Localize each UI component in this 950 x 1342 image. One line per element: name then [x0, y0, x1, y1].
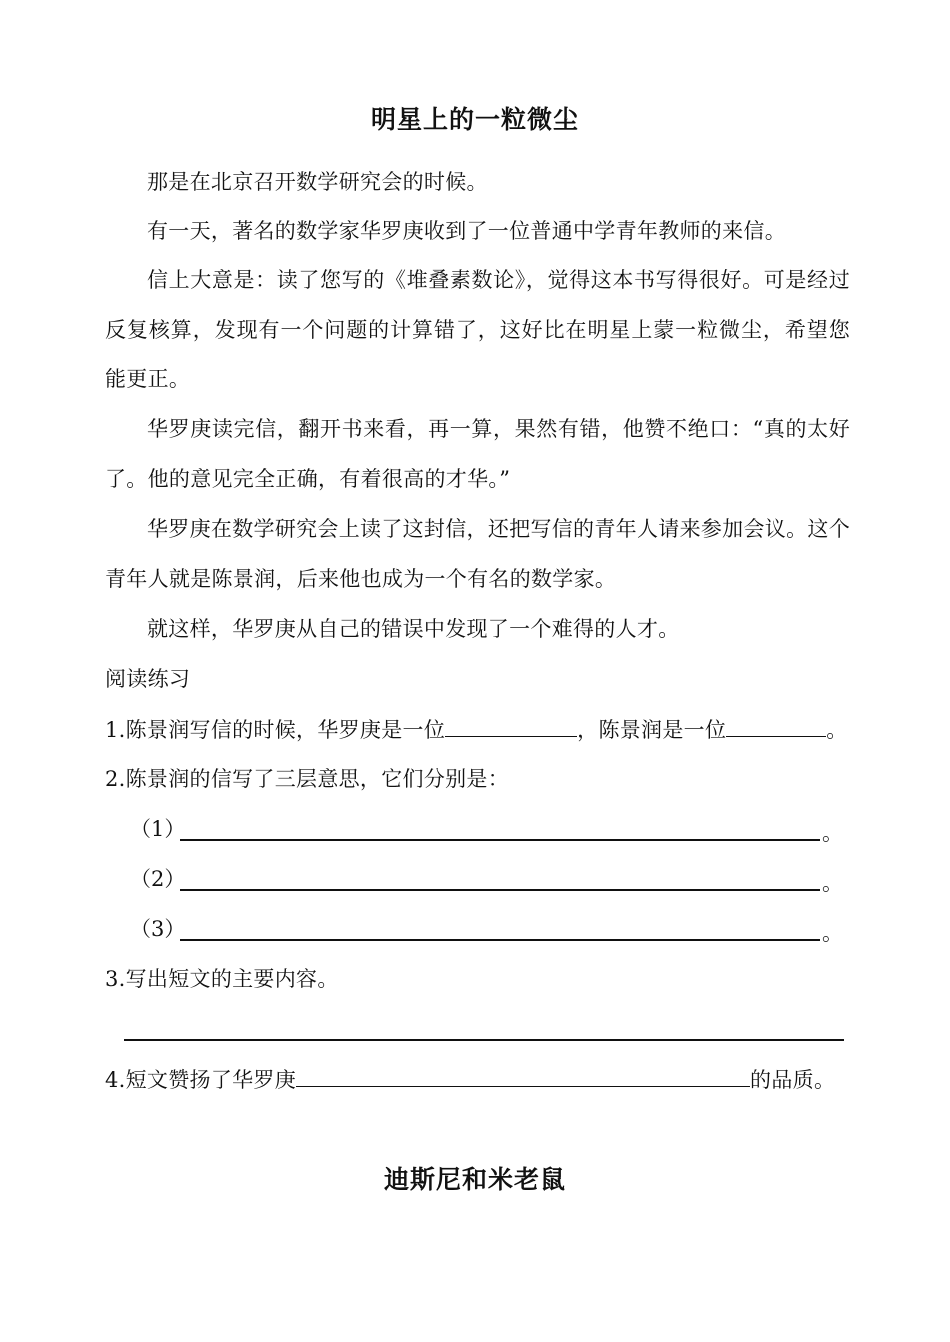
question-1-blank-1[interactable]: [445, 714, 577, 737]
question-2-item-3-label: （3）: [130, 917, 186, 941]
question-1-end: 。: [826, 718, 848, 742]
question-2-item-1-end: 。: [822, 821, 843, 845]
question-2-item-1-answer-line[interactable]: [180, 839, 820, 841]
question-4-text-b: 的品质。: [750, 1068, 836, 1092]
story1-paragraph-6: 就这样，华罗庚从自己的错误中发现了一个难得的人才。: [147, 617, 680, 641]
question-1-blank-2[interactable]: [726, 714, 826, 737]
question-2-item-1-label: （1）: [130, 817, 186, 841]
question-4: [105, 1064, 835, 1095]
question-2-item-2-answer-line[interactable]: [180, 889, 820, 891]
question-1: [105, 714, 848, 745]
question-2-item-3-end: 。: [822, 921, 843, 945]
question-4-text-a: 4.短文赞扬了华罗庚: [105, 1068, 297, 1092]
question-3: 3.写出短文的主要内容。: [105, 967, 339, 991]
story1-paragraph-5: 华罗庚在数学研究会上读了这封信，还把写信的青年人请来参加会议。这个青年人就是陈景润，后来他也成为一个有名的数学家。: [105, 517, 850, 591]
story1-paragraph-4: 华罗庚读完信，翻开书来看，再一算，果然有错，他赞不绝口：“真的太好了。他的意见完全正确，有着很高的才华。”: [105, 417, 850, 491]
question-2: 2.陈景润的信写了三层意思，它们分别是：: [105, 767, 510, 791]
question-1-text-a: 1.陈景润写信的时候，华罗庚是一位: [105, 718, 446, 742]
question-4-blank[interactable]: [296, 1064, 750, 1087]
question-1-text-b: ，陈景润是一位: [577, 718, 727, 742]
question-2-item-2-end: 。: [822, 871, 843, 895]
question-2-item-2-label: （2）: [130, 867, 186, 891]
story1-paragraph-1: 那是在北京召开数学研究会的时候。: [147, 170, 488, 194]
story1-paragraph-3: 信上大意是：读了您写的《堆叠素数论》，觉得这本书写得很好。可是经过反复核算，发现有一个问题的计算错了，这好比在明星上蒙一粒微尘，希望您能更正。: [105, 268, 850, 391]
question-2-item-3-answer-line[interactable]: [180, 939, 820, 941]
exercise-heading: 阅读练习: [105, 667, 191, 691]
story2-title: 迪斯尼和米老鼠: [383, 1165, 566, 1194]
story1-paragraph-2: 有一天，著名的数学家华罗庚收到了一位普通中学青年教师的来信。: [147, 219, 786, 243]
question-3-answer-line[interactable]: [124, 1039, 844, 1041]
story1-title: 明星上的一粒微尘: [370, 105, 579, 134]
